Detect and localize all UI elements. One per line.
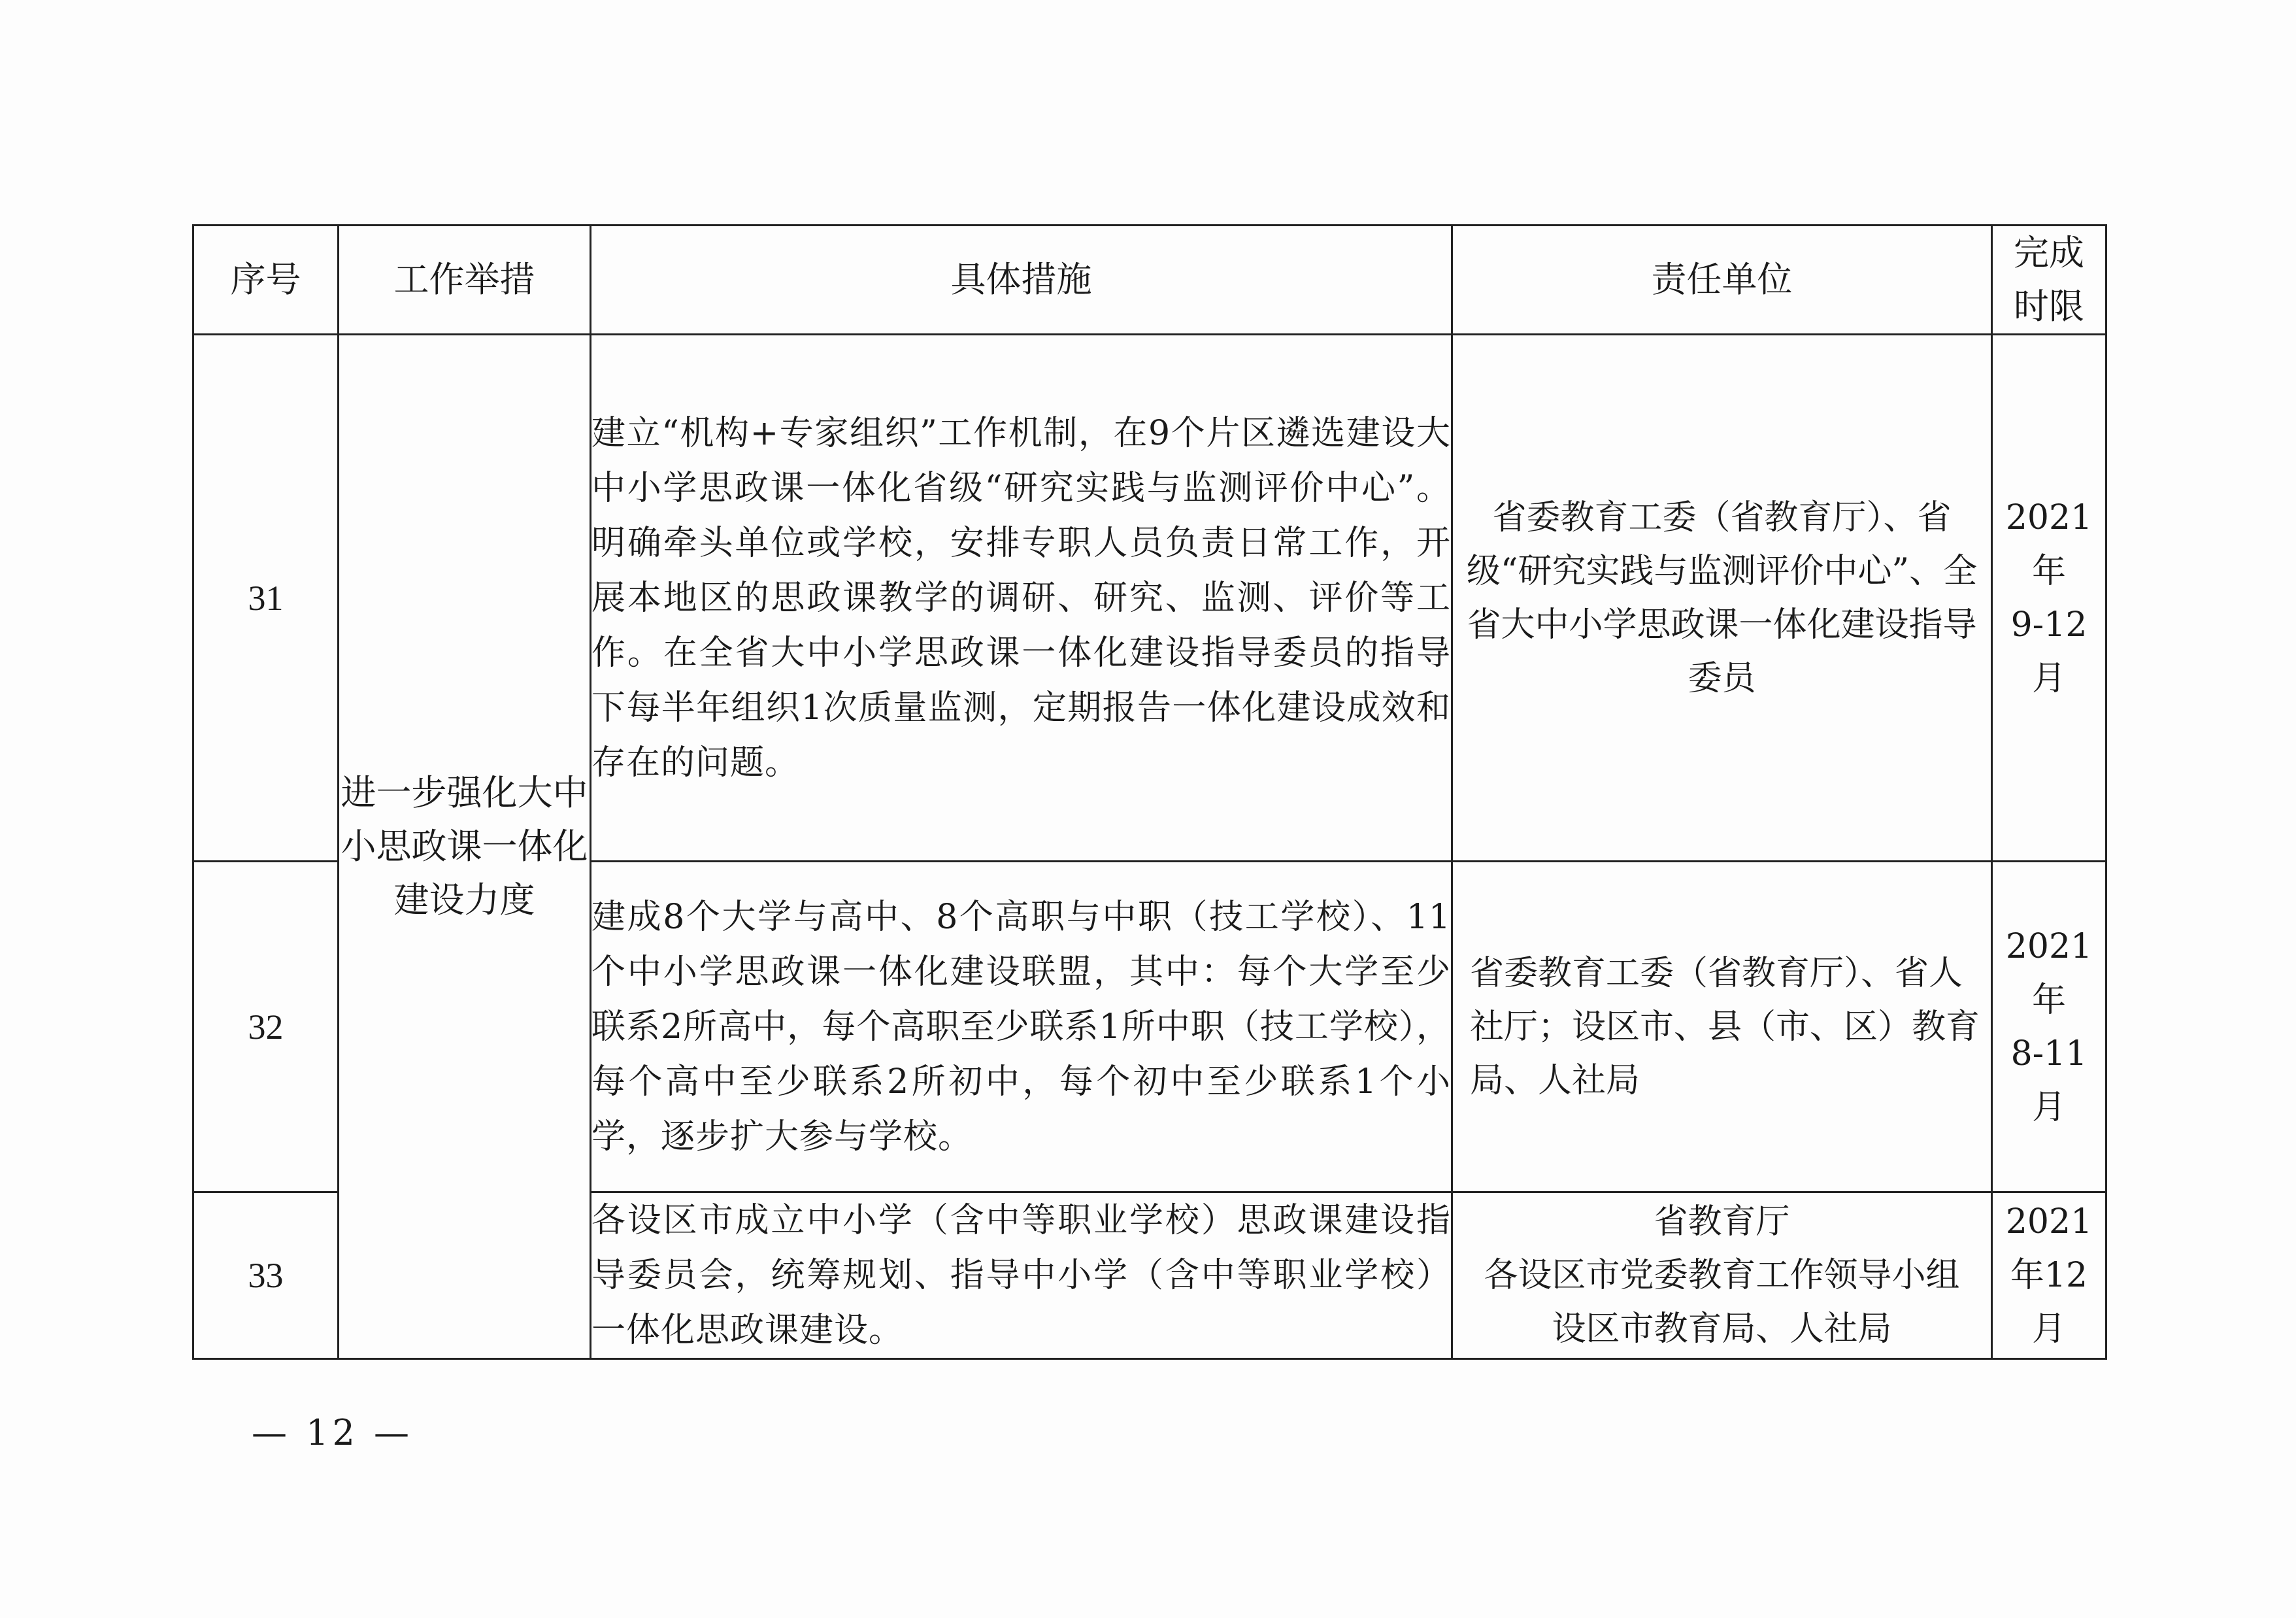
deadline-line: 2021: [2005, 926, 2093, 966]
measures-table: [192, 224, 2107, 1360]
deadline-line: 月: [2031, 658, 2066, 698]
row-category: 进一步强化大中小思政课一体化建设力度: [339, 335, 591, 1359]
header-measure: 具体措施: [591, 226, 1452, 335]
header-responsible: 责任单位: [1452, 226, 1992, 335]
responsible-line: 各设区市党委教育工作领导小组: [1484, 1256, 1960, 1295]
responsible-line: 设区市教育局、人社局: [1552, 1309, 1892, 1349]
header-deadline-line2: 时限: [2014, 286, 2084, 327]
row-responsible: 省委教育工委（省教育厅）、省人社厅；设区市、县（市、区）教育局、人社局: [1452, 862, 1992, 1192]
deadline-line: 9-12: [2010, 605, 2088, 645]
row-deadline: [1992, 335, 2106, 862]
deadline-line: 月: [2031, 1309, 2066, 1349]
row-responsible: [1452, 1192, 1992, 1359]
row-seq: 31: [193, 335, 339, 862]
row-deadline: [1992, 1192, 2106, 1359]
row-measure: 建立“机构+专家组织”工作机制，在9个片区遴选建设大中小学思政课一体化省级“研究实践与监测评价中心”。明确牵头单位或学校，安排专职人员负责日常工作，开展本地区的思政课教学的调研、研究、监测、评价等工作。在全省大中小学思政课一体化建设指导委员的指导下每半年组织1次质量监测，定期报告一体化建设成效和存在的问题。: [591, 335, 1452, 862]
row-seq: 33: [193, 1192, 339, 1359]
deadline-line: 2021: [2005, 1202, 2093, 1241]
deadline-line: 年: [2031, 980, 2066, 1020]
deadline-line: 年: [2031, 551, 2066, 591]
page-number: — 12 —: [252, 1412, 414, 1453]
responsible-line: 省教育厅: [1654, 1202, 1790, 1241]
table-header-row: [193, 226, 2106, 335]
header-deadline-line1: 完成: [2014, 232, 2084, 273]
row-deadline: [1992, 862, 2106, 1192]
deadline-line: 年12: [2010, 1256, 2088, 1295]
deadline-line: 月: [2031, 1087, 2066, 1127]
deadline-line: 8-11: [2010, 1034, 2088, 1073]
row-measure: 各设区市成立中小学（含中等职业学校）思政课建设指导委员会，统筹规划、指导中小学（含中等职业学校）一体化思政课建设。: [591, 1192, 1452, 1359]
header-category: 工作举措: [339, 226, 591, 335]
row-measure: 建成8个大学与高中、8个高职与中职（技工学校）、11个中小学思政课一体化建设联盟，其中：每个大学至少联系2所高中，每个高职至少联系1所中职（技工学校），每个高中至少联系2所初中，每个初中至少联系1个小学，逐步扩大参与学校。: [591, 862, 1452, 1192]
table-row: [193, 335, 2106, 862]
header-seq: 序号: [193, 226, 339, 335]
deadline-line: 2021: [2005, 497, 2093, 537]
header-deadline: [1992, 226, 2106, 335]
row-responsible: 省委教育工委（省教育厅）、省级“研究实践与监测评价中心”、全省大中小学思政课一体化建设指导委员: [1452, 335, 1992, 862]
row-seq: 32: [193, 862, 339, 1192]
